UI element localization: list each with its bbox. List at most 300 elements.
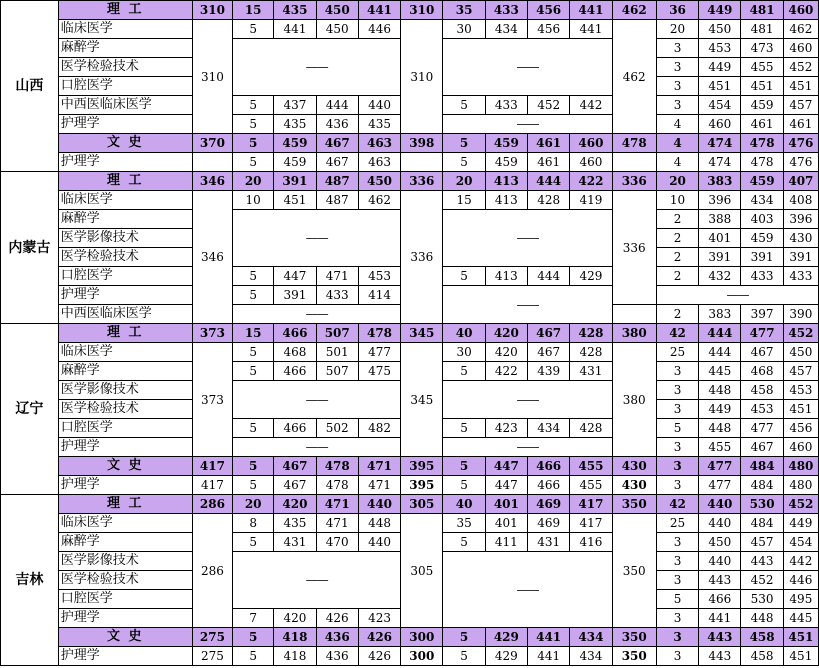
table-cell: 275 [192,628,232,647]
table-cell: 455 [699,438,741,457]
table-cell: 383 [699,172,741,191]
table-cell: 380 [612,343,656,457]
table-cell: 3 [656,609,698,628]
table-cell: 453 [783,381,818,400]
table-cell: 40 [443,495,485,514]
table-row [1,172,819,191]
table-cell: 471 [316,267,358,286]
table-cell: 25 [656,514,698,533]
province-name: 山西 [1,1,59,172]
table-cell: 435 [274,115,316,134]
table-row [1,514,819,533]
table-cell: 459 [485,153,527,172]
table-cell: 396 [783,210,818,229]
table-cell: 469 [528,495,570,514]
table-cell: 450 [316,1,358,20]
table-cell: 310 [401,20,443,134]
table-cell: 466 [528,457,570,476]
table-cell: 5 [233,96,274,115]
table-cell: 467 [274,476,316,495]
table-cell: 医学影像技术 [58,229,192,248]
table-cell: 451 [783,400,818,419]
table-cell: 15 [443,191,485,210]
table-cell: 481 [741,20,783,39]
table-cell: 469 [528,514,570,533]
table-cell: 医学检验技术 [58,571,192,590]
table-cell: 5 [233,343,274,362]
table-cell: 441 [274,20,316,39]
table-cell: 428 [570,324,612,343]
table-cell: 449 [699,1,741,20]
table-cell: 484 [741,514,783,533]
table-cell: 护理学 [58,647,192,666]
table-cell: 417 [192,457,232,476]
table-cell: 临床医学 [58,514,192,533]
table-cell: 3 [656,58,698,77]
table-cell: 449 [783,514,818,533]
table-cell: 350 [612,647,656,666]
table-cell: 422 [570,172,612,191]
table-row [1,324,819,343]
table-cell: 420 [485,324,527,343]
table-cell: 429 [485,628,527,647]
table-cell: 3 [656,628,698,647]
table-cell: 20 [233,495,274,514]
table-cell: 275 [192,647,232,666]
table-cell: 461 [741,115,783,134]
table-cell: 449 [699,400,741,419]
table-cell: 507 [316,324,358,343]
no-data-dash: —— [233,210,401,267]
table-cell: 435 [358,115,400,134]
table-cell: 478 [316,457,358,476]
table-cell: 466 [274,324,316,343]
table-cell: 5 [443,533,485,552]
table-cell: 5 [233,20,274,39]
table-cell: 2 [656,305,698,324]
table-cell: 467 [528,324,570,343]
table-cell: 426 [316,609,358,628]
table-cell: 5 [233,362,274,381]
table-cell: 530 [741,495,783,514]
table-cell: 452 [783,324,818,343]
table-cell: 474 [699,134,741,153]
table-cell: 453 [358,267,400,286]
table-cell: 474 [699,153,741,172]
table-cell: 401 [699,229,741,248]
table-cell: 452 [783,58,818,77]
table-cell: 5 [443,153,485,172]
table-cell: 468 [741,362,783,381]
table-cell: 502 [316,419,358,438]
table-cell: 478 [741,153,783,172]
table-cell: 2 [656,267,698,286]
table-cell [192,153,232,172]
table-cell: 443 [699,628,741,647]
table-cell: 455 [741,58,783,77]
category-label: 理 工 [58,324,192,343]
table-cell: 418 [274,647,316,666]
table-cell: 300 [401,628,443,647]
table-cell: 461 [528,134,570,153]
table-cell: 护理学 [58,476,192,495]
table-cell: 30 [443,20,485,39]
table-cell: 42 [656,495,698,514]
table-cell: 5 [233,115,274,134]
table-cell: 395 [401,457,443,476]
table-cell: 507 [316,362,358,381]
table-cell: 30 [443,343,485,362]
table-cell: 450 [316,20,358,39]
table-cell: 麻醉学 [58,39,192,58]
table-cell: 305 [401,514,443,628]
table-cell: 医学影像技术 [58,552,192,571]
table-cell: 440 [699,495,741,514]
table-cell: 458 [741,628,783,647]
table-cell: 5 [233,267,274,286]
table-cell: 460 [783,438,818,457]
table-cell: 467 [741,343,783,362]
table-cell: 440 [358,96,400,115]
table-cell: 5 [233,457,274,476]
table-cell: 3 [656,39,698,58]
table-cell: 451 [741,77,783,96]
table-cell: 478 [741,134,783,153]
table-cell: 395 [401,476,443,495]
table-cell: 459 [741,229,783,248]
table-cell: 441 [528,628,570,647]
table-cell: 478 [358,324,400,343]
table-cell: 429 [485,647,527,666]
table-cell: 452 [741,571,783,590]
table-cell: 460 [783,39,818,58]
table-cell: 286 [192,514,232,628]
table-cell: 391 [783,248,818,267]
table-cell: 5 [656,590,698,609]
table-cell: 440 [358,533,400,552]
table-cell: 3 [656,647,698,666]
no-data-dash: —— [443,210,612,267]
table-row [1,647,819,666]
table-cell: 346 [192,191,232,324]
province-name: 吉林 [1,495,59,666]
table-cell: 466 [274,362,316,381]
table-cell: 380 [612,324,656,343]
no-data-dash: —— [443,438,612,457]
table-cell: 40 [443,324,485,343]
category-label: 文 史 [58,628,192,647]
table-cell: 482 [358,419,400,438]
table-cell: 456 [528,20,570,39]
table-row [1,20,819,39]
table-cell: 431 [570,362,612,381]
table-cell: 446 [358,20,400,39]
table-cell: 20 [656,172,698,191]
table-cell: 3 [656,400,698,419]
table-cell: 420 [274,495,316,514]
table-cell: 4 [656,115,698,134]
table-cell: 440 [699,514,741,533]
table-cell: 3 [656,362,698,381]
table-cell: 3 [656,381,698,400]
table-cell: 413 [485,172,527,191]
table-cell: 440 [358,495,400,514]
table-cell: 477 [741,419,783,438]
table-cell: 345 [401,343,443,457]
table-cell: 临床医学 [58,191,192,210]
table-cell: 478 [612,134,656,153]
table-cell: 5 [233,647,274,666]
table-cell: 336 [612,191,656,305]
table-row [1,1,819,20]
table-cell: 401 [485,514,527,533]
table-cell: 3 [656,96,698,115]
table-cell: 10 [233,191,274,210]
table-cell: 中西医临床医学 [58,96,192,115]
table-cell: 25 [656,343,698,362]
table-cell: 471 [358,457,400,476]
table-cell: 20 [656,20,698,39]
table-cell: 413 [485,191,527,210]
table-cell: 441 [358,1,400,20]
table-cell: 407 [783,172,818,191]
table-cell: 435 [274,1,316,20]
table-cell: 467 [741,438,783,457]
table-cell: 3 [656,533,698,552]
table-cell: 391 [274,172,316,191]
table-cell: 护理学 [58,286,192,305]
table-cell: 417 [570,495,612,514]
table-cell: 462 [612,1,656,20]
table-cell: 310 [192,20,232,134]
table-cell: 467 [528,343,570,362]
table-cell: 345 [401,324,443,343]
table-cell: 460 [570,134,612,153]
table-cell: 456 [528,1,570,20]
table-cell: 5 [233,533,274,552]
table-cell: 5 [443,134,485,153]
table-cell: 4 [656,134,698,153]
no-data-dash: —— [233,381,401,419]
table-cell: 388 [699,210,741,229]
table-cell: 305 [401,495,443,514]
table-cell: 477 [358,343,400,362]
table-cell: 3 [656,457,698,476]
table-cell: 433 [783,267,818,286]
table-cell: 麻醉学 [58,210,192,229]
table-cell: 医学检验技术 [58,400,192,419]
table-cell: 7 [233,609,274,628]
table-cell: 10 [656,191,698,210]
table-cell: 448 [699,419,741,438]
table-cell: 437 [274,96,316,115]
table-cell: 5 [233,134,274,153]
table-cell: 麻醉学 [58,362,192,381]
table-cell: 3 [656,476,698,495]
table-cell: 470 [316,533,358,552]
table-cell: 481 [741,1,783,20]
category-label: 文 史 [58,457,192,476]
table-cell: 449 [699,58,741,77]
table-cell: 423 [485,419,527,438]
table-cell: 420 [485,343,527,362]
table-cell: 417 [570,514,612,533]
table-cell: 3 [656,571,698,590]
table-cell: 477 [741,324,783,343]
table-cell: 口腔医学 [58,419,192,438]
table-cell: 530 [741,590,783,609]
table-cell: 医学检验技术 [58,248,192,267]
table-row [1,153,819,172]
table-cell: 468 [274,343,316,362]
table-cell: 医学影像技术 [58,381,192,400]
table-cell: 15 [233,324,274,343]
table-cell: 护理学 [58,438,192,457]
table-cell: 416 [570,533,612,552]
table-cell: 433 [485,96,527,115]
table-cell: 430 [783,229,818,248]
table-cell: 3 [656,77,698,96]
table-cell: 430 [612,476,656,495]
table-cell: 487 [316,191,358,210]
table-cell: 467 [316,134,358,153]
category-label: 文 史 [58,134,192,153]
table-cell: 36 [656,1,698,20]
table-cell: 444 [699,324,741,343]
table-cell: 476 [783,134,818,153]
table-cell: 426 [358,628,400,647]
table-cell: 477 [699,476,741,495]
table-cell: 462 [358,191,400,210]
table-cell: 429 [570,267,612,286]
table-cell: 433 [741,267,783,286]
table-cell: 441 [570,1,612,20]
table-cell: 35 [443,1,485,20]
table-row [1,495,819,514]
table-cell: 451 [783,628,818,647]
table-cell: 450 [699,20,741,39]
table-cell: 医学检验技术 [58,58,192,77]
no-data-dash: —— [233,305,401,324]
table-cell: 462 [783,20,818,39]
table-cell: 459 [274,134,316,153]
category-label: 理 工 [58,495,192,514]
table-row [1,457,819,476]
table-cell: 463 [358,134,400,153]
table-cell: 418 [274,628,316,647]
table-cell: 护理学 [58,115,192,134]
table-cell: 477 [699,457,741,476]
table-cell: 5 [233,476,274,495]
table-cell: 403 [741,210,783,229]
table-cell: 310 [192,1,232,20]
table-cell: 373 [192,324,232,343]
table-cell: 454 [699,96,741,115]
table-cell: 448 [699,381,741,400]
table-cell: 373 [192,343,232,457]
table-cell: 471 [358,476,400,495]
table-cell: 444 [316,96,358,115]
table-cell: 478 [316,476,358,495]
table-cell: 445 [699,362,741,381]
table-cell: 390 [783,305,818,324]
table-cell: 457 [783,362,818,381]
table-cell: 434 [570,647,612,666]
table-cell: 458 [741,381,783,400]
table-cell: 4 [656,153,698,172]
table-cell: 398 [401,134,443,153]
no-data-dash: —— [656,286,818,305]
table-cell: 443 [741,552,783,571]
table-cell: 麻醉学 [58,533,192,552]
table-cell: 448 [358,514,400,533]
table-cell: 397 [741,305,783,324]
table-cell: 5 [443,647,485,666]
table-cell: 5 [233,286,274,305]
no-data-dash: —— [443,39,612,96]
table-cell: 451 [699,77,741,96]
table-cell: 453 [699,39,741,58]
table-cell: 461 [528,153,570,172]
table-cell: 466 [274,419,316,438]
table-cell: 452 [528,96,570,115]
no-data-dash: —— [233,552,401,609]
table-cell: 454 [783,533,818,552]
table-cell: 419 [570,191,612,210]
table-cell: 460 [570,153,612,172]
table-cell: 484 [741,457,783,476]
table-cell: 436 [316,647,358,666]
table-cell: 336 [612,172,656,191]
table-cell: 346 [192,172,232,191]
table-cell: 413 [485,267,527,286]
table-cell: 442 [783,552,818,571]
table-cell: 5 [233,153,274,172]
table-cell: 450 [783,343,818,362]
table-cell: 5 [443,419,485,438]
table-cell: 417 [192,476,232,495]
table-cell: 448 [741,609,783,628]
table-cell: 451 [783,77,818,96]
table-cell: 473 [741,39,783,58]
table-cell: 444 [528,267,570,286]
table-cell: 310 [401,1,443,20]
table-cell: 428 [570,419,612,438]
table-cell: 5 [443,457,485,476]
table-cell: 501 [316,343,358,362]
category-label: 理 工 [58,172,192,191]
table-cell: 350 [612,495,656,514]
table-cell: 414 [358,286,400,305]
table-cell: 3 [656,438,698,457]
table-cell: 471 [316,514,358,533]
table-cell: 口腔医学 [58,590,192,609]
table-cell: 443 [699,647,741,666]
table-cell: 446 [783,571,818,590]
no-data-dash: —— [233,39,401,96]
table-cell: 460 [783,1,818,20]
table-cell: 5 [443,628,485,647]
table-cell: 484 [741,476,783,495]
table-cell: 5 [443,267,485,286]
table-cell: 35 [443,514,485,533]
table-cell: 457 [741,533,783,552]
table-cell: 430 [612,457,656,476]
table-cell: 434 [528,419,570,438]
table-cell: 433 [485,1,527,20]
no-data-dash: —— [443,381,612,419]
table-cell [401,153,443,172]
